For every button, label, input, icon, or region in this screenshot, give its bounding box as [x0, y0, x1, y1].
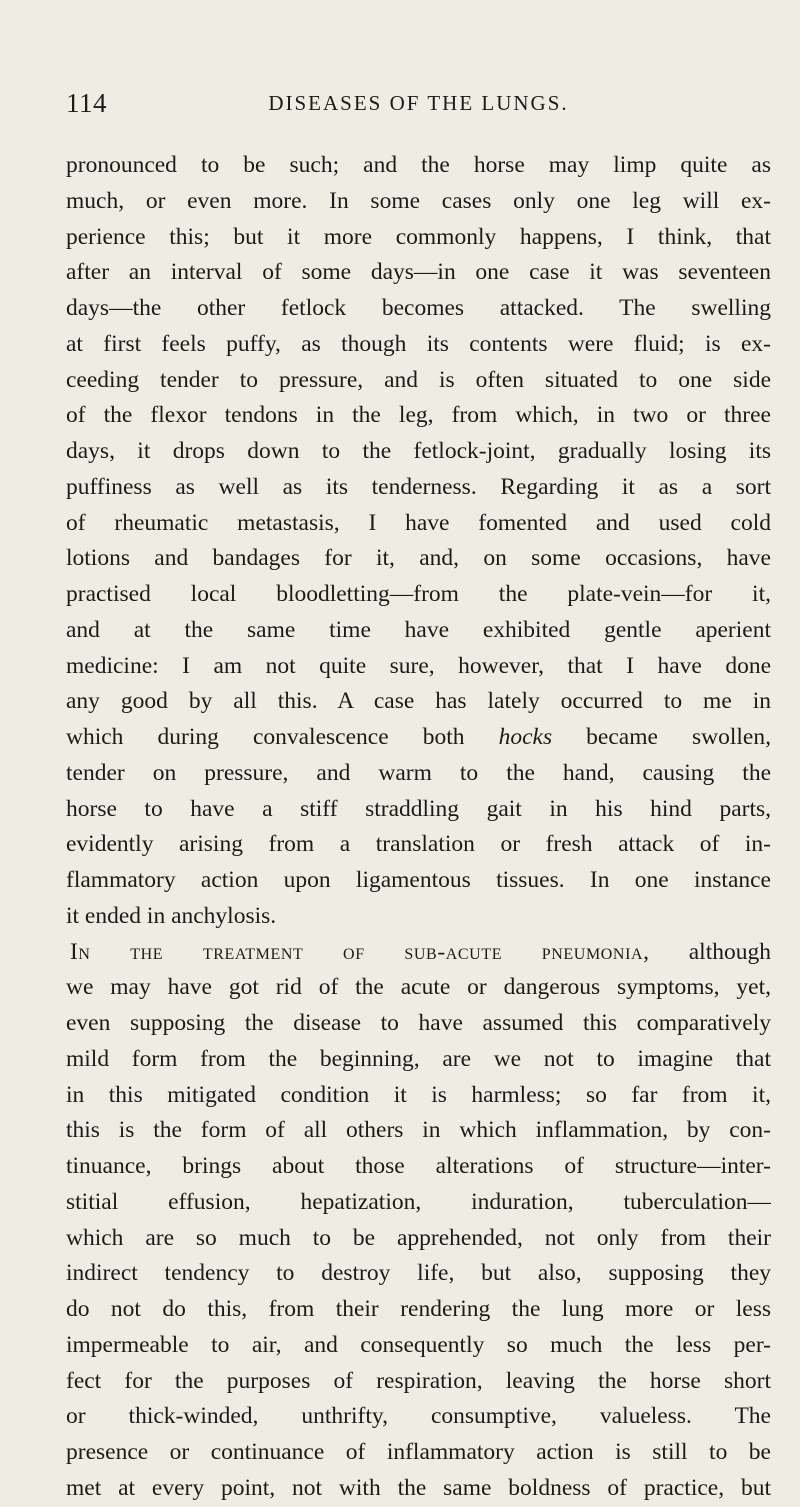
text-line: days, it drops down to the fetlock-joint, gradually losing its: [66, 438, 771, 464]
text-line: much, or even more. In some cases only one leg will ex-: [66, 187, 771, 214]
text-line: which are so much to be apprehended, not only from their: [66, 1224, 771, 1251]
text-run: which during convalescence both: [66, 724, 499, 750]
text-line: in this mitigated condition it is harmless; so far from it,: [66, 1081, 771, 1108]
text-line: this is the form of all others in which inflammation, by con-: [66, 1117, 771, 1144]
text-line: of rheumatic metastasis, I have fomented and used cold: [66, 509, 771, 536]
text-line: puffiness as well as its tenderness. Regarding it as a sort: [66, 473, 771, 500]
text-line: met at every point, not with the same boldness of practice, but: [66, 1474, 771, 1501]
text-line: pronounced to be such; and the horse may limp quite as: [66, 152, 771, 178]
text-line: evidently arising from a translation or fresh attack of in-: [66, 831, 771, 858]
text-line: after an interval of some days—in one case it was seventeen: [66, 259, 771, 286]
text-line-lead-in: [66, 935, 771, 971]
page-header: [66, 88, 771, 128]
paragraph-1: [66, 148, 771, 935]
text-line: practised local bloodletting—from the plate-vein—for it,: [66, 581, 771, 607]
text-line: do not do this, from their rendering the lung more or less: [66, 1296, 771, 1322]
text-line: impermeable to air, and consequently so much the less per-: [66, 1331, 771, 1358]
text-line: and at the same time have exhibited gentle aperient: [66, 616, 771, 643]
paragraph-2: [66, 935, 771, 1507]
text-run: although: [649, 938, 771, 965]
text-line: even supposing the disease to have assumed this comparatively: [66, 1010, 771, 1036]
body-text: [66, 148, 771, 1507]
text-line: tender on pressure, and warm to the hand, causing the: [66, 759, 771, 786]
text-line: at first feels puffy, as though its contents were fluid; is ex-: [66, 330, 771, 357]
page-number: 114: [66, 88, 107, 118]
text-line: lotions and bandages for it, and, on some occasions, have: [66, 545, 771, 572]
text-line: of the flexor tendons in the leg, from which, in two or three: [66, 402, 771, 429]
italic-word: hocks: [498, 724, 553, 750]
text-line: horse to have a stiff straddling gait in his hind parts,: [66, 795, 771, 822]
text-line: medicine: I am not quite sure, however, that I have done: [66, 652, 771, 679]
text-line: ceeding tender to pressure, and is often situated to one side: [66, 366, 771, 393]
text-line: perience this; but it more commonly happens, I think, that: [66, 223, 771, 250]
text-line: presence or continuance of inflammatory action is still to be: [66, 1439, 771, 1465]
small-caps-lead-in: In the treatment of sub-acute pneumonia,: [70, 938, 650, 965]
text-line: it ended in anchylosis.: [66, 902, 277, 929]
text-line: mild form from the beginning, are we not to imagine that: [66, 1045, 771, 1072]
text-line: we may have got rid of the acute or dangerous symptoms, yet,: [66, 974, 771, 1001]
text-run: became swollen,: [552, 724, 771, 750]
text-line: indirect tendency to destroy life, but also, supposing they: [66, 1260, 771, 1287]
text-line: flammatory action upon ligamentous tissues. In one instance: [66, 867, 771, 893]
running-head: DISEASES OF THE LUNGS.: [268, 91, 569, 115]
text-line: or thick-winded, unthrifty, consumptive, valueless. The: [66, 1403, 771, 1430]
text-line: stitial effusion, hepatization, induration, tuberculation—: [66, 1188, 771, 1215]
text-line-with-italic: [66, 720, 771, 756]
text-line: days—the other fetlock becomes attacked. The swelling: [66, 295, 771, 321]
text-line: tinuance, brings about those alterations of structure—inter-: [66, 1153, 771, 1179]
text-line: any good by all this. A case has lately occurred to me in: [66, 688, 771, 715]
text-line: fect for the purposes of respiration, leaving the horse short: [66, 1367, 771, 1394]
